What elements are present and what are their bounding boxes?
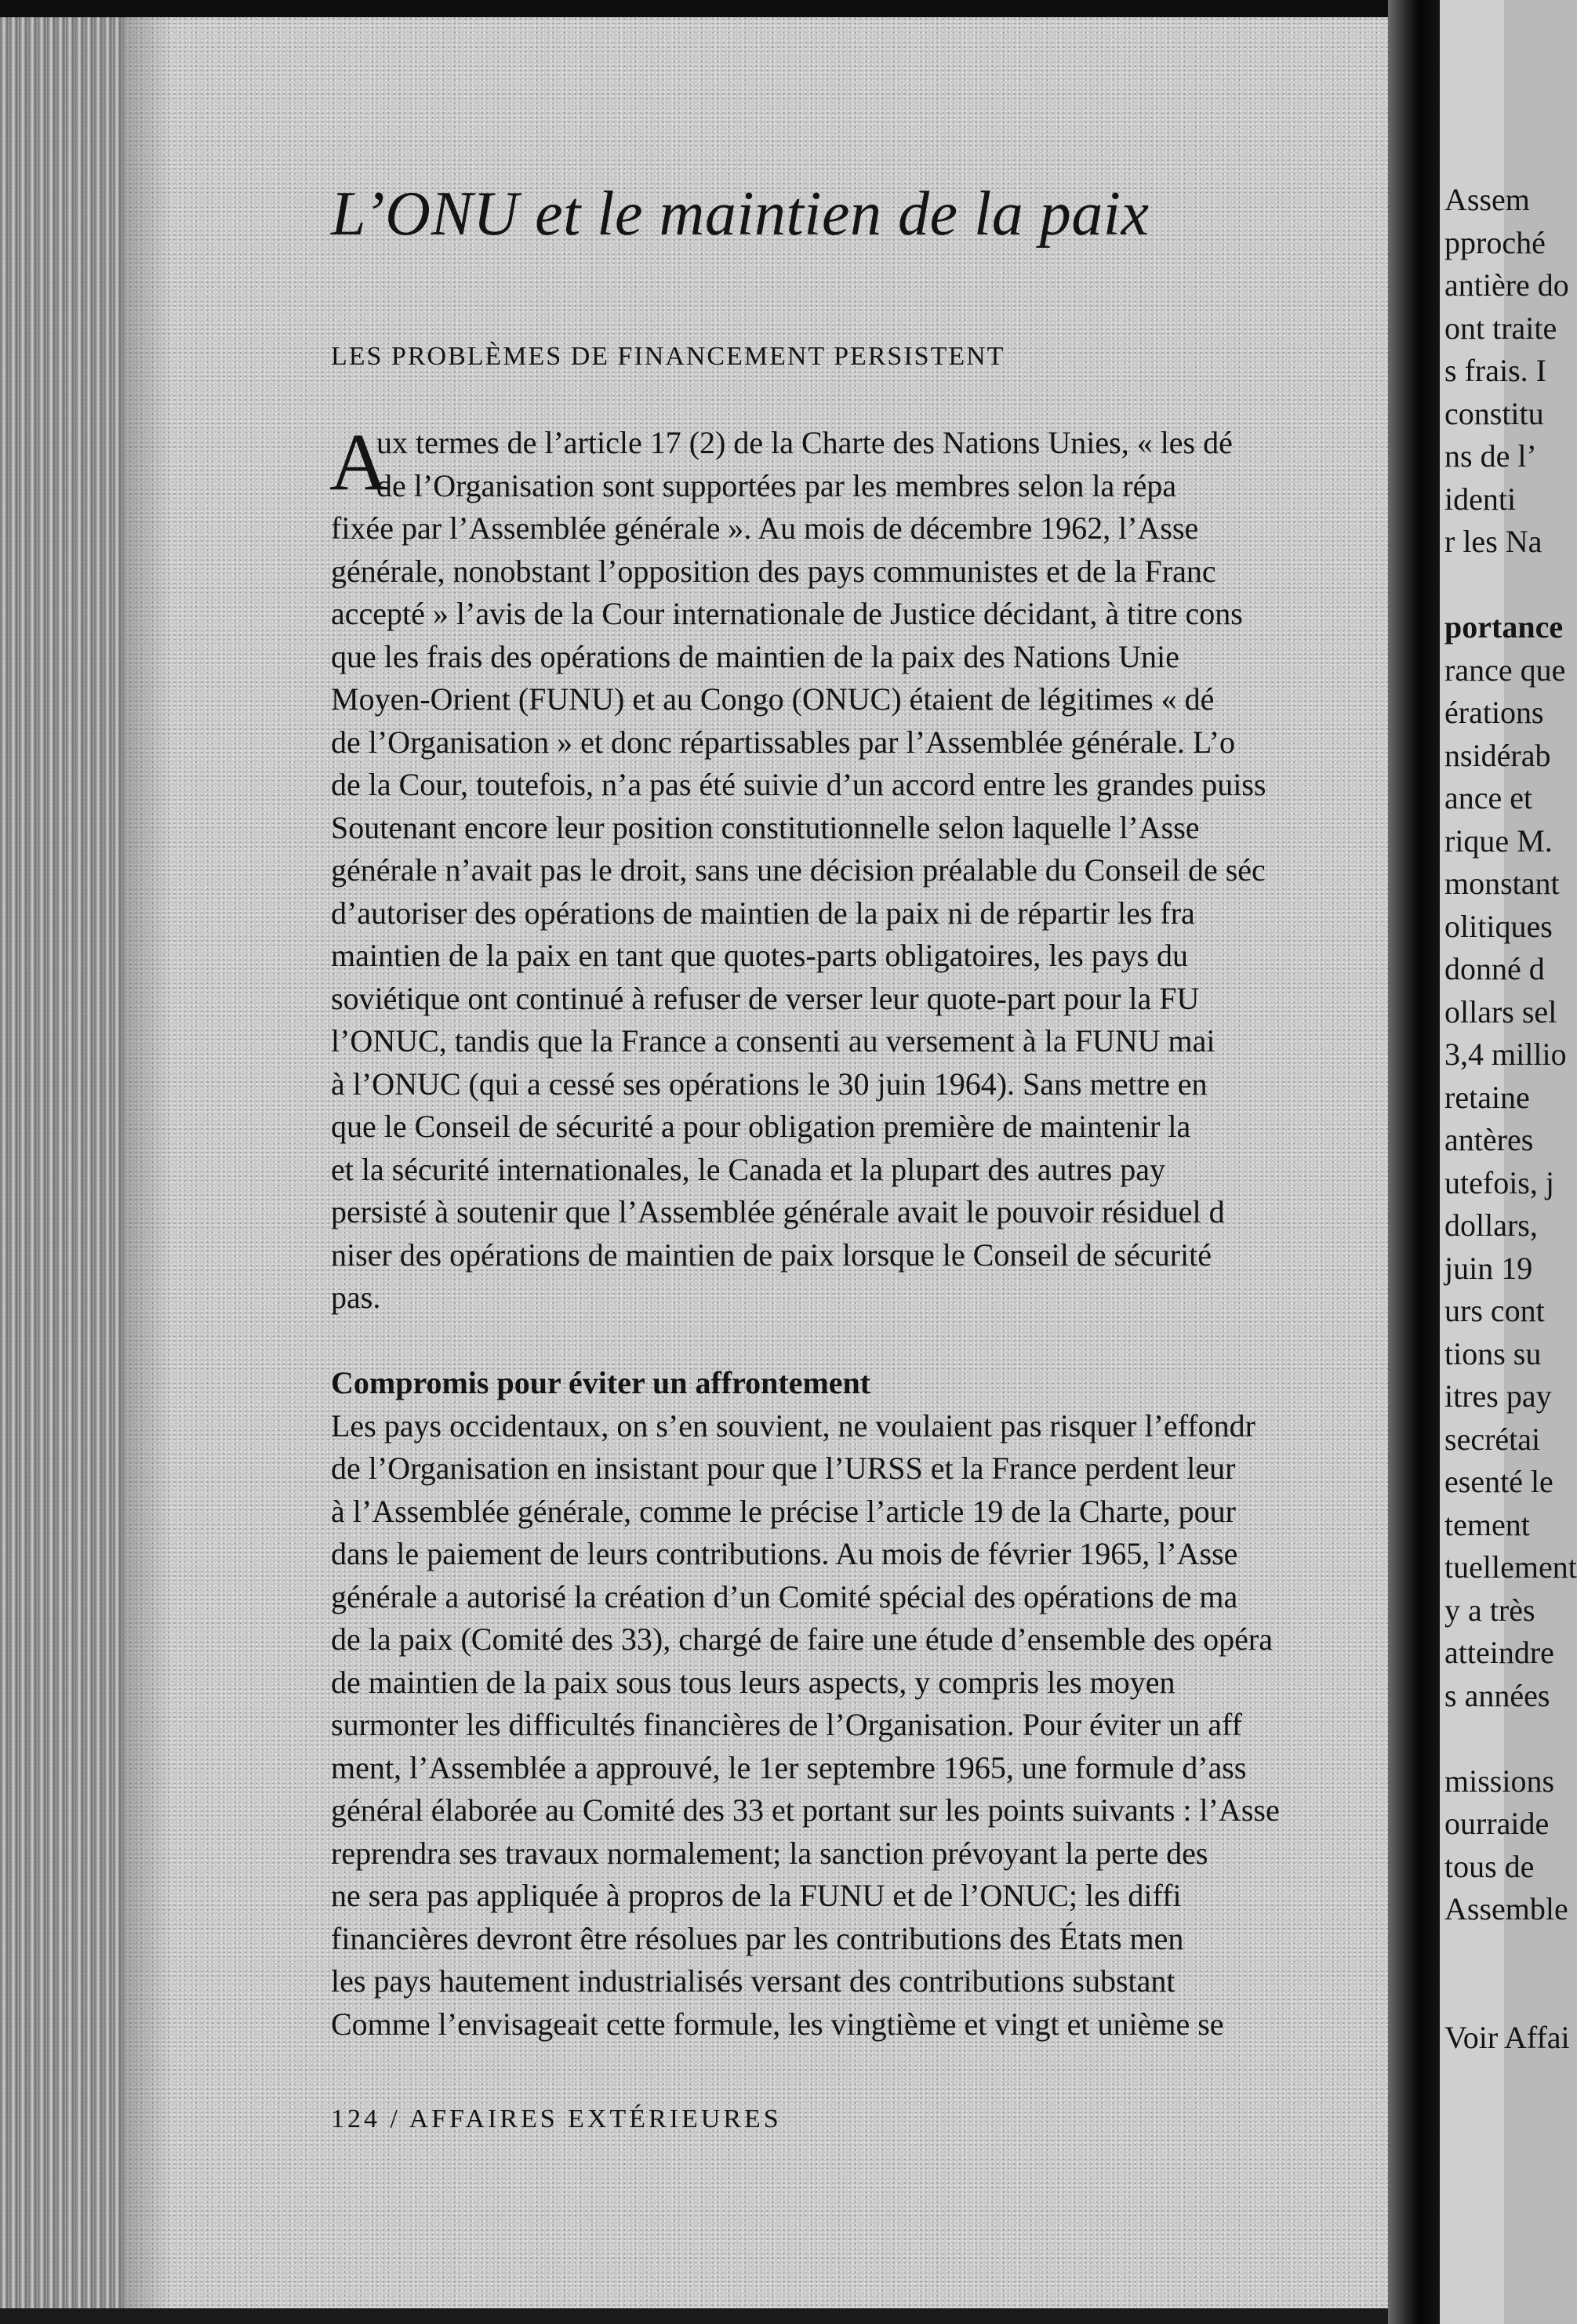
text-line — [331, 1618, 1413, 1661]
book-gutter — [1388, 0, 1440, 2324]
text-line — [331, 678, 1413, 721]
facing-page-line: antière do — [1444, 267, 1569, 303]
text-line — [331, 507, 1413, 550]
article-subtitle: LES PROBLÈMES DE FINANCEMENT PERSISTENT — [331, 342, 1005, 371]
text-line-content: de l’Organisation en insistant pour que l’URSS et la France perdent leur — [331, 1451, 1236, 1486]
text-line-content: maintien de la paix en tant que quotes-parts obligatoires, les pays du — [331, 938, 1189, 973]
text-line — [331, 1063, 1413, 1106]
text-line-content: de la Cour, toutefois, n’a pas été suivie d’un accord entre les grandes puiss — [331, 767, 1266, 802]
text-line — [331, 1491, 1413, 1534]
text-line-content: financières devront être résolues par les contributions des États men — [331, 1920, 1184, 1956]
text-line-content: Soutenant encore leur position constitutionnelle selon laquelle l’Asse — [331, 809, 1200, 845]
facing-page-line: r les Na — [1444, 524, 1542, 559]
text-line — [331, 1875, 1413, 1918]
facing-page-line — [1444, 1717, 1504, 1760]
scan-top-edge — [0, 0, 1504, 17]
text-line — [331, 1533, 1413, 1576]
facing-page-line: Assemble — [1444, 1891, 1568, 1926]
facing-page-line: antères — [1444, 1122, 1534, 1157]
text-line-content: l’ONUC, tandis que la France a consenti au versement à la FUNU mai — [331, 1023, 1215, 1059]
text-line-content: que les frais des opérations de maintien de la paix des Nations Unie — [331, 638, 1179, 674]
text-line — [331, 978, 1413, 1021]
text-line — [331, 1106, 1413, 1149]
text-line — [331, 1576, 1413, 1619]
text-line — [331, 1191, 1413, 1234]
text-line — [331, 1704, 1413, 1747]
text-line-content: générale n’avait pas le droit, sans une décision préalable du Conseil de séc — [331, 852, 1266, 888]
text-line-content: fixée par l’Assemblée générale ». Au mois de décembre 1962, l’Asse — [331, 510, 1199, 546]
facing-page-line: urs cont — [1444, 1293, 1545, 1328]
text-line — [331, 1832, 1413, 1876]
text-line — [331, 593, 1413, 636]
facing-page-line: s frais. I — [1444, 353, 1546, 388]
facing-page-line: retaine — [1444, 1079, 1530, 1115]
page-footer — [331, 2104, 782, 2134]
facing-page-line: ns de l’ — [1444, 438, 1537, 474]
text-line — [331, 1447, 1413, 1491]
text-line-content: et la sécurité internationales, le Canada et la plupart des autres pay — [331, 1151, 1166, 1187]
drop-cap: A — [329, 417, 389, 507]
facing-page-line: nsidérab — [1444, 737, 1551, 773]
facing-page-line: pproché — [1444, 224, 1546, 260]
text-line-content: d’autoriser des opérations de maintien de la paix ni de répartir les fra — [331, 895, 1195, 931]
facing-page-line: rique M. — [1444, 822, 1553, 859]
text-line-content: ne sera pas appliquée à propros de la FUNU et de l’ONUC; les diffi — [331, 1878, 1182, 1913]
facing-page-line: Voir Affai — [1444, 2019, 1570, 2055]
text-line-content: Moyen-Orient (FUNU) et au Congo (ONUC) étaient de légitimes « dé — [331, 681, 1215, 717]
text-line — [331, 935, 1413, 978]
facing-page-line: tions su — [1444, 1335, 1542, 1371]
text-line — [331, 550, 1413, 594]
text-line-content: ment, l’Assemblée a approuvé, le 1er septembre 1965, une formule d’ass — [331, 1749, 1247, 1785]
facing-page-line: ont traite — [1444, 310, 1557, 346]
facing-page-line — [1444, 1974, 1504, 2017]
text-line-content: ux termes de l’article 17 (2) de la Charte des Nations Unies, « les dé — [376, 425, 1233, 460]
text-line — [331, 1020, 1413, 1063]
facing-page-line: donné d — [1444, 951, 1545, 986]
text-line — [331, 2003, 1413, 2046]
facing-page-line: atteindre — [1444, 1635, 1554, 1670]
text-line — [331, 636, 1413, 679]
text-line — [331, 721, 1413, 764]
text-line — [331, 849, 1413, 892]
facing-page-line: missions — [1444, 1763, 1555, 1799]
facing-page-line: ourraide — [1444, 1806, 1550, 1841]
text-line — [331, 465, 1413, 508]
text-line-content: persisté à soutenir que l’Assemblée générale avait le pouvoir résiduel d — [331, 1194, 1225, 1229]
facing-page-line: itres pay — [1444, 1378, 1552, 1414]
facing-page-line: rance que — [1444, 652, 1566, 688]
facing-page-line: tous de — [1444, 1848, 1535, 1884]
facing-page-line: secrétai — [1444, 1421, 1541, 1457]
facing-page-line: tuellement — [1444, 1549, 1577, 1585]
text-line — [331, 1405, 1413, 1448]
article-body — [329, 417, 1413, 2046]
text-line — [331, 1149, 1413, 1192]
text-line-content: que le Conseil de sécurité a pour obligation première de maintenir la — [331, 1109, 1191, 1144]
text-line-content: générale a autorisé la création d’un Comité spécial des opérations de ma — [331, 1578, 1238, 1614]
text-line-content: de l’Organisation sont supportées par les membres selon la répa — [376, 467, 1177, 503]
facing-page-line: ance et — [1444, 780, 1533, 815]
facing-page-line: érations — [1444, 695, 1544, 730]
facing-page-line — [1444, 1931, 1504, 1974]
facing-page-line: tement — [1444, 1506, 1530, 1542]
text-line-content: niser des opérations de maintien de paix lorsque le Conseil de sécurité — [331, 1236, 1212, 1273]
facing-page-line: esenté le — [1444, 1464, 1553, 1499]
facing-page-line: Assem — [1444, 182, 1530, 217]
text-line — [331, 764, 1413, 807]
facing-page-line: olitiques — [1444, 908, 1553, 944]
binding-shadow — [125, 0, 173, 2324]
facing-page-text — [1444, 179, 1577, 2059]
book-binding — [0, 0, 125, 2324]
facing-page-line: juin 19 — [1444, 1250, 1533, 1286]
text-line — [331, 1276, 1413, 1320]
text-line — [331, 1661, 1413, 1705]
text-line-content: reprendra ses travaux normalement; la sanction prévoyant la perte des — [331, 1835, 1208, 1871]
text-line-content: de la paix (Comité des 33), chargé de faire une étude d’ensemble des opéra — [331, 1621, 1273, 1657]
facing-page-line: ollars sel — [1444, 993, 1557, 1029]
facing-page-line: utefois, j — [1444, 1164, 1554, 1200]
text-line-content: Comme l’envisageait cette formule, les vingtième et vingt et unième se — [331, 2006, 1224, 2042]
text-line-content: surmonter les difficultés financières de l’Organisation. Pour éviter un aff — [331, 1707, 1242, 1742]
facing-page-line: 3,4 millio — [1444, 1037, 1567, 1072]
text-line-content: de maintien de la paix sous tous leurs aspects, y compris les moyen — [331, 1664, 1175, 1700]
text-line-content: à l’ONUC (qui a cessé ses opérations le 30 juin 1964). Sans mettre en — [331, 1066, 1208, 1102]
text-line-content: de l’Organisation » et donc répartissables par l’Assemblée générale. L’o — [331, 724, 1235, 760]
paragraph-1 — [329, 417, 1413, 1320]
text-line — [331, 1747, 1413, 1790]
text-line-content: accepté » l’avis de la Cour internationale de Justice décidant, à titre cons — [331, 596, 1243, 631]
facing-page-line: monstant — [1444, 866, 1560, 901]
footer-separator: / — [390, 2104, 401, 2133]
text-line-content: général élaborée au Comité des 33 et portant sur les points suivants : l’Asse — [331, 1792, 1280, 1828]
text-line — [331, 1960, 1413, 2003]
page-number: 124 — [331, 2104, 380, 2133]
text-line-content: Les pays occidentaux, on s’en souvient, ne voulaient pas risquer l’effondr — [331, 1407, 1255, 1443]
scan-bottom-edge — [0, 2308, 1504, 2324]
facing-page-line — [1444, 564, 1504, 607]
text-line — [331, 892, 1413, 935]
text-line — [331, 1234, 1413, 1277]
text-line-content: dans le paiement de leurs contributions. Au mois de février 1965, l’Asse — [331, 1536, 1238, 1571]
text-line-content: pas. — [331, 1280, 381, 1315]
article-title: L’ONU et le maintien de la paix — [331, 180, 1150, 249]
facing-page-line: portance — [1444, 609, 1564, 645]
facing-page-line: constitu — [1444, 395, 1544, 431]
facing-page-line: dollars, — [1444, 1207, 1538, 1243]
text-line — [331, 807, 1413, 850]
text-line-content: à l’Assemblée générale, comme le précise l’article 19 de la Charte, pour — [331, 1493, 1236, 1529]
text-line-content: générale, nonobstant l’opposition des pays communistes et de la Franc — [331, 553, 1216, 589]
facing-page-line: identi — [1444, 481, 1517, 517]
publication-name: AFFAIRES EXTÉRIEURES — [409, 2104, 782, 2133]
facing-page-line: y a très — [1444, 1592, 1535, 1628]
paragraph-2 — [331, 1405, 1413, 2046]
text-line-content: les pays hautement industrialisés versant des contributions substant — [331, 1963, 1175, 1999]
section-heading: Compromis pour éviter un affrontement — [331, 1365, 871, 1400]
text-line — [331, 1918, 1413, 1961]
text-line-content: soviétique ont continué à refuser de verser leur quote-part pour la FU — [331, 980, 1200, 1016]
text-line — [331, 1789, 1413, 1832]
paragraph-gap — [331, 1320, 1413, 1363]
facing-page-line: s années — [1444, 1677, 1550, 1713]
